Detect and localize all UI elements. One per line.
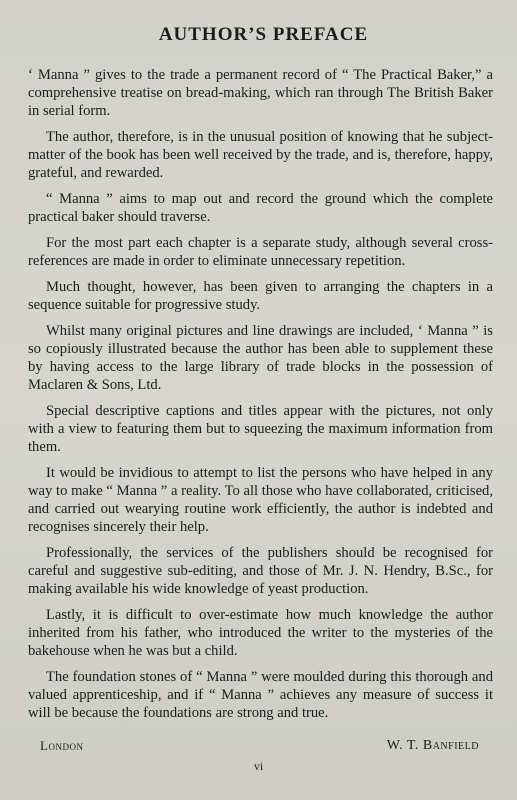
signature-place: London (40, 738, 84, 753)
paragraph-2: The author, therefore, is in the unusual position of knowing that he subject-matter of the book has been well received by the trade, and is, therefore, happy, grateful, and rewarded. (28, 129, 493, 181)
signature-author: W. T. Banfield (386, 738, 479, 753)
page-number: vi (253, 759, 264, 773)
paragraph-7: Special descriptive captions and titles appear with the pictures, not only with a view to featuring them but to squeezing the maximum information from them. (28, 403, 493, 455)
signature-line (28, 738, 493, 754)
paragraph-5: Much thought, however, has been given to arranging the chapters in a sequence suitable for progressive study. (28, 279, 493, 313)
paragraph-4: For the most part each chapter is a separate study, although several cross-references are made in order to eliminate unnecessary repetition. (28, 235, 493, 269)
paragraph-8: It would be invidious to attempt to list the persons who have helped in any way to make “ Manna ” a reality. To all those who have collaborated, criticised, and carried out wearying routine work efficiently, the author is indebted and recognises sincerely their help. (28, 465, 493, 535)
paragraph-9: Professionally, the services of the publishers should be recognised for careful and suggestive sub-editing, and those of Mr. J. N. Hendry, B.Sc., for making available his wide knowledge of yeast production. (28, 545, 493, 597)
paragraph-1: ‘ Manna ” gives to the trade a permanent record of “ The Practical Baker,” a comprehensive treatise on bread-making, which ran through The British Baker in serial form. (28, 67, 493, 119)
paragraph-6: Whilst many original pictures and line drawings are included, ‘ Manna ” is so copiously illustrated because the author has been able to supplement these by having access to the large library of trade blocks in the possession of Maclaren & Sons, Ltd. (28, 323, 493, 393)
paragraph-3: “ Manna ” aims to map out and record the ground which the complete practical baker should traverse. (28, 191, 493, 225)
preface-body (28, 66, 493, 722)
paragraph-10: Lastly, it is difficult to over-estimate how much knowledge the author inherited from his father, who introduced the writer to the mysteries of the bakehouse when he was but a child. (28, 607, 493, 659)
paragraph-11: The foundation stones of “ Manna ” were moulded during this thorough and valued apprenticeship, and if “ Manna ” achieves any measure of success it will be because the foundations are strong and true. (28, 669, 493, 721)
page-title: AUTHOR’S PREFACE (158, 24, 369, 45)
